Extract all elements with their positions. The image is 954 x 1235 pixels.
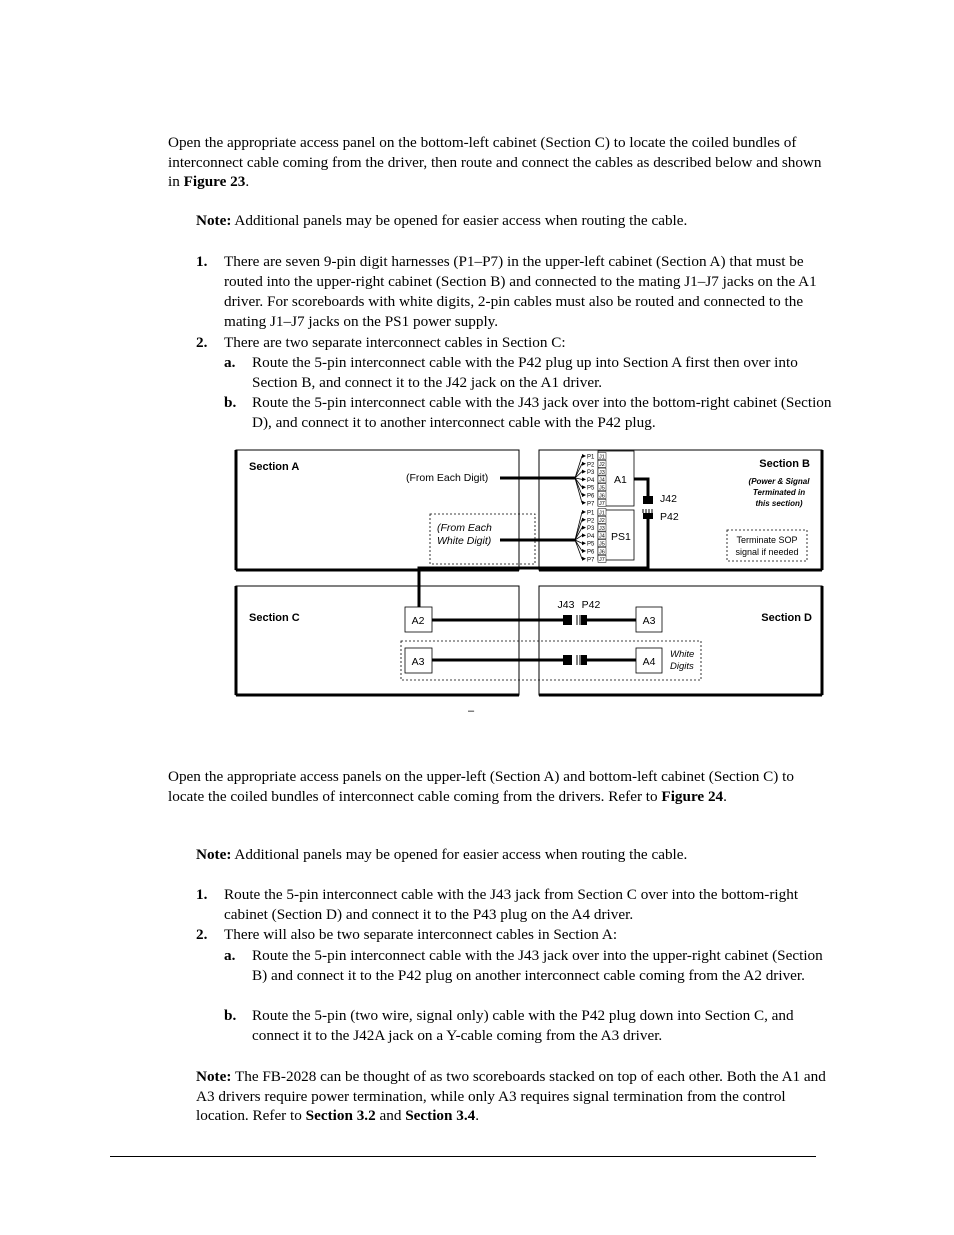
jack-label: J3 (599, 525, 605, 532)
from-each-white-digit-label-2: White Digit) (437, 535, 492, 547)
arrow-icon (582, 533, 586, 537)
ps1-label: PS1 (611, 531, 631, 543)
arrow-icon (582, 485, 586, 489)
figure-24-reference[interactable]: Figure 24 (661, 787, 724, 805)
plug-label: P6 (587, 493, 595, 500)
white-digits-label-2: Digits (670, 661, 694, 672)
p42-label: P42 (660, 511, 679, 523)
plug-label: P5 (587, 485, 595, 492)
section-c-label: Section C (249, 612, 300, 624)
sub-text: Route the 5-pin (two wire, signal only) cable with the P42 plug down into Section C, and connect it to the J42A jack on a Y-cable coming from the A3 driver. (252, 1007, 794, 1044)
from-each-digit-label: (From Each Digit) (406, 472, 489, 484)
footer-rule (110, 1156, 816, 1157)
figure-23-reference[interactable]: Figure 23 (183, 173, 246, 191)
arrow-icon (582, 518, 586, 522)
arrow-icon (582, 549, 586, 553)
note-text-mid: and (375, 1107, 406, 1125)
sub-letter: b. (224, 1007, 237, 1024)
intro-paragraph-1 (168, 133, 828, 192)
from-each-white-digit-label-1: (From Each (437, 522, 492, 534)
white-digits-label-1: White (670, 649, 695, 660)
jack-label: J2 (599, 462, 605, 469)
intro-text: Open the appropriate access panel on the bottom-left cabinet (Section C) to locate the coiled bundles of interconnect cable coming from the driver, then route and connect the cables as described below and shown in (168, 134, 822, 191)
p42-plug-icon (643, 509, 653, 519)
plug-label: P4 (587, 533, 595, 540)
note-label: Note: (196, 846, 232, 863)
plug-label: P1 (587, 510, 595, 517)
arrow-icon (582, 462, 586, 466)
arrow-icon (582, 493, 586, 497)
jack-label: J7 (599, 557, 605, 564)
plug-label: P3 (587, 526, 595, 533)
j42-cable (634, 479, 648, 496)
list-number: 2. (196, 926, 208, 943)
jack-label: J4 (599, 477, 605, 484)
a3-left-label: A3 (411, 656, 425, 668)
sub-text: Route the 5-pin interconnect cable with the J43 jack over into the bottom-right cabinet (Section D), and connect it to another interconnect cable with the P42 plug. (252, 394, 832, 431)
terminate-sop-label-1: Terminate SOP (736, 535, 798, 545)
section-c-cabinet (236, 586, 519, 695)
sub-letter: a. (224, 354, 236, 371)
note-text: The FB-2028 can be thought of as two scoreboards stacked on top of each other. Both the A1 and A3 drivers require power termination, while only A3 requires signal termination from the control location. Refer to (196, 1068, 826, 1125)
arrow-icon (582, 510, 586, 514)
jack-label: J5 (599, 541, 605, 548)
plug-label: P4 (587, 477, 595, 484)
terminate-sop-label-2: signal if needed (735, 547, 799, 557)
a3-right-label: A3 (642, 615, 656, 627)
plug-label: P2 (587, 462, 595, 469)
list-number: 1. (196, 886, 208, 903)
p42-label-lower: P42 (581, 599, 601, 611)
note-text-end: . (475, 1107, 480, 1125)
j42-label: J42 (660, 493, 677, 505)
note-1 (196, 211, 828, 231)
jack-label: J1 (599, 454, 605, 461)
arrow-icon (582, 454, 586, 458)
sub-letter: a. (224, 947, 236, 964)
a1-connector-pins (587, 453, 606, 508)
section-b-label: Section B (759, 458, 810, 470)
plug-label: P7 (587, 557, 595, 564)
digit-harness-fanout (575, 454, 586, 505)
ps1-connector-pins (587, 509, 606, 564)
note-text: Additional panels may be opened for easier access when routing the cable. (231, 212, 688, 229)
arrow-icon (582, 526, 586, 530)
arrow-icon (582, 477, 586, 481)
intro-text: Open the appropriate access panels on the upper-left (Section A) and bottom-left cabinet (Section C) to locate the coiled bundles of interconnect cable coming from the drivers. Refer to (168, 768, 794, 805)
arrow-icon (582, 541, 586, 545)
intro-paragraph-2 (168, 767, 828, 806)
section-d-label: Section D (761, 612, 812, 624)
list-text: Route the 5-pin interconnect cable with the J43 jack from Section C over into the bottom-right cabinet (Section D) and connect it to the P43 plug on the A4 driver. (224, 886, 799, 923)
note-label: Note: (196, 212, 232, 229)
jack-label: J4 (599, 533, 605, 540)
plug-icon (577, 655, 587, 665)
plug-label: P2 (587, 518, 595, 525)
j43-label: J43 (557, 599, 575, 611)
jack-label: J5 (599, 485, 605, 492)
list-text: There are two separate interconnect cables in Section C: (224, 334, 566, 351)
jack-label: J1 (599, 510, 605, 517)
section-a-label: Section A (249, 461, 300, 473)
arrow-icon (582, 470, 586, 474)
sub-text: Route the 5-pin interconnect cable with the P42 plug up into Section A first then over into Section B, and connect it to the J42 jack on the A1 driver. (252, 354, 798, 391)
j42-jack-icon (643, 496, 653, 504)
a1-label: A1 (614, 474, 627, 486)
section-3-4-reference[interactable]: Section 3.4 (405, 1107, 476, 1125)
jack-icon (563, 655, 572, 665)
j43-jack-icon (563, 615, 572, 625)
jack-label: J6 (599, 493, 605, 500)
arrow-icon (582, 557, 586, 561)
arrow-icon (582, 501, 586, 505)
intro-end: . (245, 173, 250, 191)
white-digit-harness-fanout (575, 510, 586, 561)
list-text: There are seven 9-pin digit harnesses (P1–P7) in the upper-left cabinet (Section A) that must be routed into the upper-right cabinet (Section B) and connected to the mating J1–J7 jacks on the A1 driver. For scoreboards with white digits, 2-pin cables must also be routed and connected to the mating J1–J7 jacks on the PS1 power supply. (224, 253, 817, 330)
list-number: 2. (196, 334, 208, 351)
figure-dash: – (468, 705, 475, 717)
note-3 (196, 1067, 828, 1126)
section-b-note-3: this section) (755, 499, 803, 508)
section-3-2-reference[interactable]: Section 3.2 (305, 1107, 376, 1125)
jack-label: J3 (599, 469, 605, 476)
section-b-note-1: (Power & Signal (748, 477, 810, 486)
jack-label: J2 (599, 518, 605, 525)
cabinet-wiring-diagram (230, 444, 830, 724)
plug-label: P5 (587, 541, 595, 548)
note-2 (196, 845, 828, 865)
plug-label: P6 (587, 549, 595, 556)
section-b-note-2: Terminated in (752, 488, 806, 497)
sub-text: Route the 5-pin interconnect cable with the J43 jack over into the upper-right cabinet (Section B) and connect it to the P42 plug on another interconnect cable coming from the A2 driver. (252, 947, 823, 984)
sub-letter: b. (224, 394, 237, 411)
note-label: Note: (196, 1068, 232, 1085)
plug-label: P7 (587, 501, 595, 508)
list-number: 1. (196, 253, 208, 270)
p42-plug-icon-lower (577, 615, 587, 625)
note-text: Additional panels may be opened for easier access when routing the cable. (231, 846, 688, 863)
intro-end: . (723, 787, 727, 805)
plug-label: P1 (587, 454, 595, 461)
fanout-wire (575, 478, 582, 503)
jack-label: J7 (599, 501, 605, 508)
list-text: There will also be two separate interconnect cables in Section A: (224, 926, 618, 943)
a2-label: A2 (411, 615, 425, 627)
jack-label: J6 (599, 549, 605, 556)
a4-label: A4 (642, 656, 656, 668)
plug-label: P3 (587, 470, 595, 477)
